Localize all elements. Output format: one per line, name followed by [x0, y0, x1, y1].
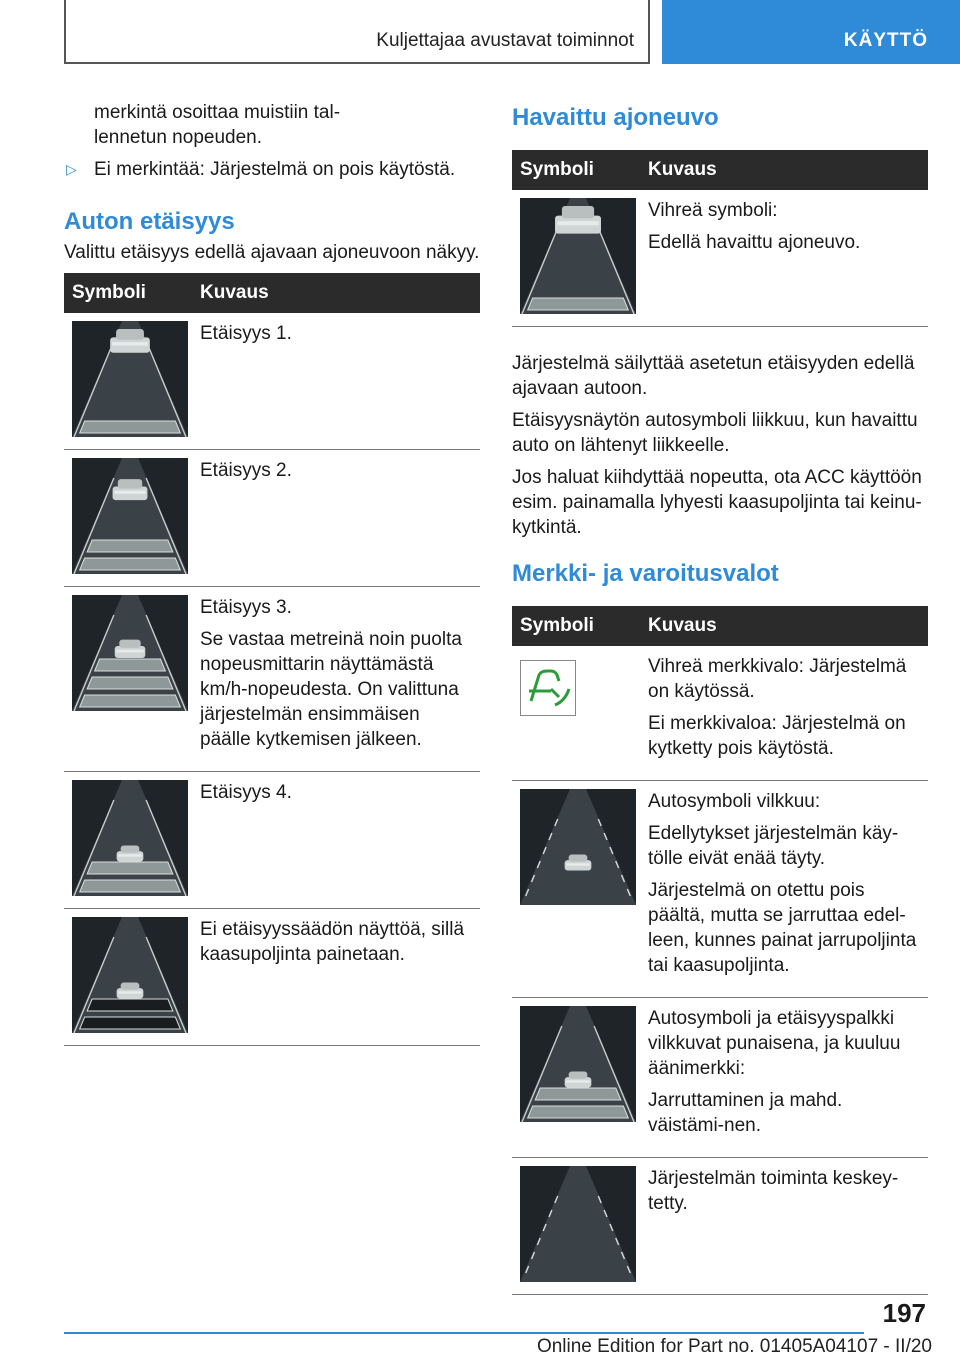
no-distance-display-image: [72, 917, 188, 1033]
triangle-bullet-icon: ▷: [66, 161, 77, 177]
row-text: Vihreä symboli:: [648, 200, 778, 221]
intro-line-2: lennetun nopeuden.: [94, 127, 262, 148]
distance-subtitle: Valittu etäisyys edellä ajavaan ajoneuvoon näkyy.: [64, 242, 480, 263]
distance-table: [64, 273, 480, 1046]
row-text: Autosymboli ja etäisyyspalkki vilkkuvat punaisena, ja kuuluu äänimerkki:: [648, 1008, 901, 1079]
row-text: Jarruttaminen ja mahd. väistämi-nen.: [648, 1090, 843, 1136]
col-header-symbol: Symboli: [64, 273, 196, 313]
table-row: [64, 313, 480, 450]
row-text: Vihreä merkkivalo: Järjestelmä on käytössä.: [648, 656, 907, 702]
table-row: [512, 1158, 928, 1295]
row-text: Etäisyys 2.: [200, 460, 292, 481]
bullet-text: Ei merkintää: Järjestelmä on pois käytöstä.: [94, 159, 456, 180]
intro-line-1: merkintä osoittaa muistiin tal-: [94, 102, 341, 123]
page-number: 197: [882, 1298, 926, 1328]
row-text: Järjestelmä on otettu pois päältä, mutta se jarruttaa edel-leen, kunnes painat jarrupoljinta tai kaasupoljinta.: [648, 880, 917, 976]
distance-3-symbol-image: [72, 595, 188, 711]
function-interrupted-image: [520, 1166, 636, 1282]
row-text: Se vastaa metreinä noin puolta nopeusmittarin näyttämästä km/h-nopeudesta. On valittuna järjestelmän ensimmäisen päälle kytkemisen jälkeen.: [200, 629, 462, 750]
green-vehicle-symbol-image: [520, 198, 636, 314]
table-row: [64, 909, 480, 1046]
col-header-description: Kuvaus: [644, 606, 928, 646]
row-text: Etäisyys 1.: [200, 323, 292, 344]
row-text: Autosymboli vilkkuu:: [648, 791, 821, 812]
table-row: [64, 772, 480, 909]
right-column: [512, 100, 928, 1295]
row-text: Ei merkkivaloa: Järjestelmä on kytketty pois käytöstä.: [648, 713, 906, 759]
bullet-item: [64, 157, 480, 182]
heading-indicator-lights: Merkki- ja varoitusvalot: [512, 560, 779, 587]
table-row: [512, 190, 928, 327]
col-header-symbol: Symboli: [512, 606, 644, 646]
col-header-description: Kuvaus: [644, 150, 928, 190]
row-text: Etäisyys 4.: [200, 782, 292, 803]
row-text: Etäisyys 3.: [200, 597, 292, 618]
paragraph: Järjestelmä säilyttää asetetun etäisyyden edellä ajavaan autoon.: [512, 353, 915, 399]
row-text: Edellä havaittu ajoneuvo.: [648, 232, 861, 253]
paragraph: Jos haluat kiihdyttää nopeutta, ota ACC käyttöön esim. painamalla lyhyesti kaasupoljinta tai keinu-kytkintä.: [512, 467, 922, 538]
heading-detected-vehicle: Havaittu ajoneuvo: [512, 104, 719, 131]
footer-divider: [64, 1332, 864, 1334]
row-text: Järjestelmän toiminta keskey-tetty.: [648, 1168, 899, 1214]
table-row: [64, 587, 480, 772]
distance-1-symbol-image: [72, 321, 188, 437]
edition-text: Online Edition for Part no. 01405A04107 - II/20: [536, 1336, 932, 1357]
red-flashing-distance-bar-image: [520, 1006, 636, 1122]
detected-vehicle-table: [512, 150, 928, 327]
table-row: [512, 781, 928, 998]
chapter-tab-label: KÄYTTÖ: [843, 30, 928, 51]
chapter-tab[interactable]: [662, 0, 960, 64]
acc-indicator-light-icon: [520, 660, 576, 716]
col-header-symbol: Symboli: [512, 150, 644, 190]
intro-text: [64, 100, 480, 150]
distance-2-symbol-image: [72, 458, 188, 574]
paragraph: Etäisyysnäytön autosymboli liikkuu, kun havaittu auto on lähtenyt liikkeelle.: [512, 410, 918, 456]
flashing-car-symbol-image: [520, 789, 636, 905]
section-title: Kuljettajaa avustavat toiminnot: [376, 30, 634, 51]
indicator-lights-table: [512, 606, 928, 1295]
header-section-box: [64, 0, 650, 64]
row-text: Ei etäisyyssäädön näyttöä, sillä kaasupoljinta painetaan.: [200, 919, 465, 965]
page-header: [0, 0, 960, 66]
row-text: Edellytykset järjestelmän käy-tölle eivät enää täyty.: [648, 823, 899, 869]
distance-4-symbol-image: [72, 780, 188, 896]
table-row: [64, 450, 480, 587]
table-row: [512, 646, 928, 781]
left-column: [64, 100, 480, 1046]
table-row: [512, 998, 928, 1158]
heading-distance: Auton etäisyys: [64, 208, 235, 235]
col-header-description: Kuvaus: [196, 273, 480, 313]
